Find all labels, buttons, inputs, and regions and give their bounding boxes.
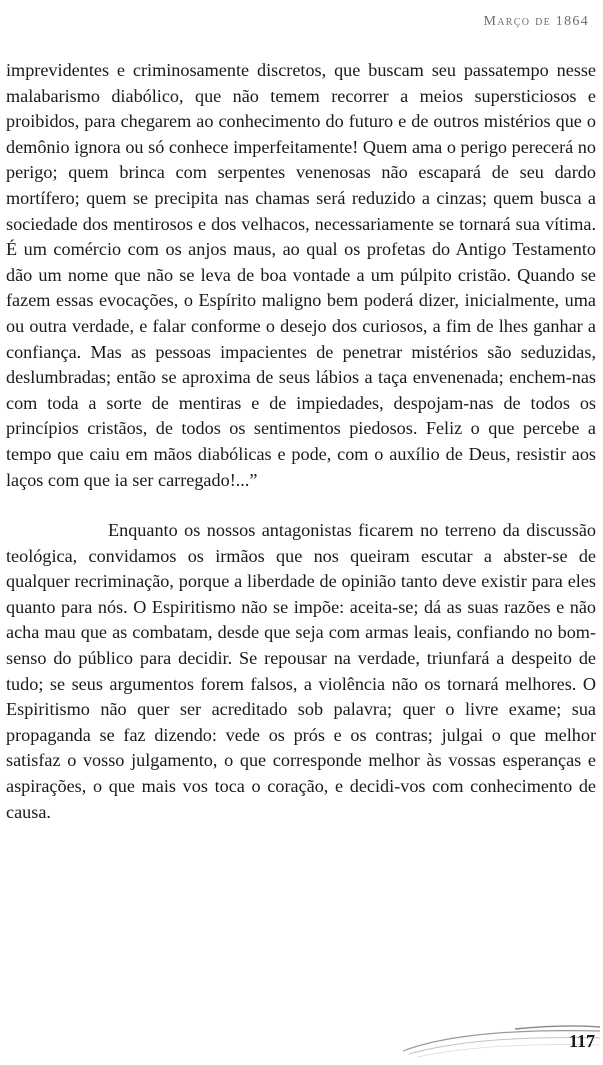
paragraph: Enquanto os nossos antagonistas ficarem no terreno da discussão teológica, convidamos os irmãos que nos queiram escutar a abster-se de qualquer recriminação, porque a liberdade de opinião tanto deve existir para eles quanto para nós. O Espiritismo não se impõe: aceita-se; dá as suas razões e não acha mau que as combatam, desde que seja com armas leais, confiando no bom-senso do público para decidir. Se repousar na verdade, triunfará a despeito de tudo; se seus argumentos forem falsos, a violência não os tornará melhores. O Espiritismo não quer ser acreditado sob palavra; quer o livre exame; sua propaganda se faz dizendo: vede os prós e os contras; julgai o que melhor satisfaz o vosso julgamento, o que corresponde melhor às vossas esperanças e aspirações, o que mais vos toca o coração, e decidi-vos com conhecimento de causa.: [6, 520, 596, 822]
running-header: Março de 1864: [483, 14, 589, 29]
body-text: [6, 58, 596, 825]
page-footer: [0, 1005, 603, 1065]
paragraph-continued: imprevidentes e criminosamente discretos, que buscam seu passatempo nesse malabarismo diabólico, que não temem recorrer a meios supersticiosos e proibidos, para chegarem ao conhecimento do futuro e de outros mistérios que o demônio ignora ou só conhece imperfeitamente! Quem ama o perigo perecerá no perigo; quem brinca com serpentes venenosas não escapará de seu dardo mortífero; quem se precipita nas chamas será reduzido a cinzas; quem busca a sociedade dos mentirosos e dos velhacos, necessariamente se tornará sua vítima. É um comércio com os anjos maus, ao qual os profetas do Antigo Testamento dão um nome que não se leva de boa vontade a um púlpito cristão. Quando se fazem essas evocações, o Espírito maligno bem poderá dizer, inicialmente, uma ou outra verdade, e falar conforme o desejo dos curiosos, a fim de lhes ganhar a confiança. Mas as pessoas impacientes de penetrar mistérios são seduzidas, deslumbradas; então se aproxima de seus lábios a taça envenenada; enchem-nas com toda a sorte de mentiras e de impiedades, despojam-nas de todos os princípios cristãos, de todos os sentimentos piedosos. Feliz o que percebe a tempo que caiu em mãos diabólicas e pode, com o auxílio de Deus, resistir aos laços com que ia ser carregado!...”: [6, 60, 596, 490]
page-number: 117: [568, 1031, 595, 1051]
